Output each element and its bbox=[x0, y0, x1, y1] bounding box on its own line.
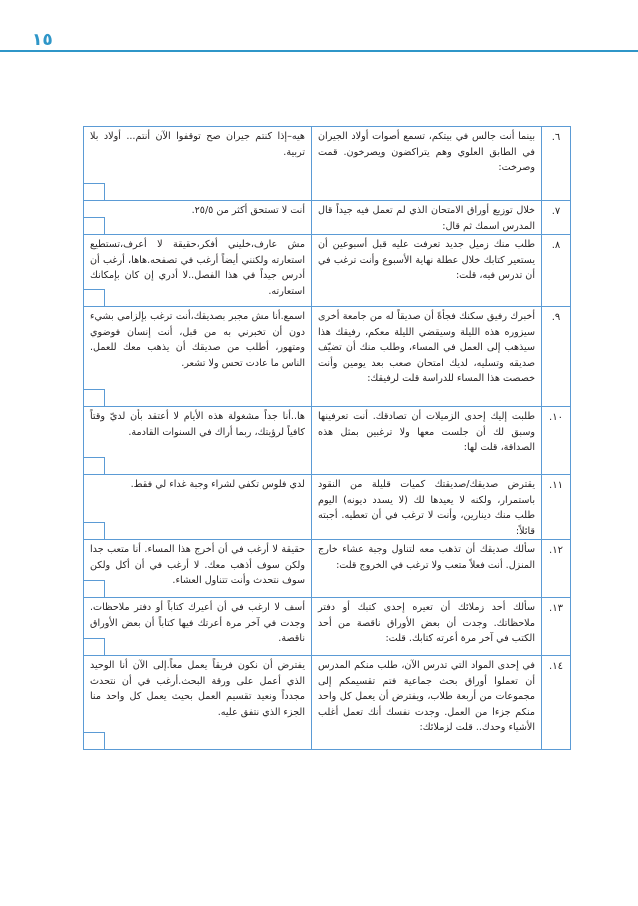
response-text: أسف لا ارغب في أن أعيرك كتاباً أو دفتر ملاحظات. وجدت في آخر مرة أعرتك فيها كتاباً أن بعض الأوراق ناقصة. bbox=[90, 602, 305, 644]
situation-cell bbox=[312, 235, 542, 307]
exercise-row bbox=[84, 235, 571, 307]
response-cell bbox=[84, 201, 312, 235]
answer-box[interactable] bbox=[83, 183, 105, 201]
answer-box[interactable] bbox=[83, 289, 105, 307]
exercise-row bbox=[84, 407, 571, 475]
header-rule bbox=[0, 50, 638, 52]
item-number: ٧. bbox=[551, 206, 561, 217]
situation-cell bbox=[312, 201, 542, 235]
item-number-cell bbox=[542, 307, 571, 407]
situation-text: سألك أحد زملائك أن تعيره إحدى كتبك أو دفتر ملاحظاتك. وجدت أن بعض الأوراق ناقصة من أحد الكتب في آخر مرة أعرته كتابك. قلت: bbox=[318, 602, 535, 644]
item-number-cell bbox=[542, 235, 571, 307]
answer-box[interactable] bbox=[83, 580, 105, 598]
item-number-cell bbox=[542, 127, 571, 201]
item-number: ١١. bbox=[549, 480, 563, 491]
situation-cell bbox=[312, 407, 542, 475]
item-number: ١٣. bbox=[549, 603, 563, 614]
situation-cell bbox=[312, 598, 542, 656]
answer-box[interactable] bbox=[83, 522, 105, 540]
exercise-row bbox=[84, 475, 571, 540]
situation-cell bbox=[312, 307, 542, 407]
situation-text: في إحدى المواد التي تدرس الآن، طلب منكم المدرس أن تعملوا أوراق بحث جماعية فتم تقسيمكم إلى مجموعات من أربعة طلاب، ويفترض أن يعمل كل واحد منكم جزءا من العمل. وجدت نفسك أنك تعمل أغلب الأشياء وحدك.. قلت لزملائك: bbox=[318, 660, 535, 733]
exercise-row bbox=[84, 201, 571, 235]
item-number: ٨. bbox=[551, 240, 561, 251]
response-cell bbox=[84, 127, 312, 201]
situation-text: أخبرك رفيق سكنك فجأةً أن صديقاً له من جامعة أخرى سيزوره هذه الليلة وسيقضي الليلة معكم، رفيقك هذا سيذهب إلى العمل في المساء، وطلب منك أن تضيّف صديقه وتسليه، لديك امتحان صعب بعد يومين وأنت خصصت هذا المساء للدراسة قلت لرفيقك: bbox=[318, 311, 535, 384]
situation-cell bbox=[312, 656, 542, 750]
response-text: يفترض أن نكون فريقاً يعمل معاً.إلى الآن أنا الوحيد الذي أعمل على ورقة البحث.أرغب في أن نتحدث مجدداً ونعيد تقسيم العمل بحيث يعمل كل واحد منا الجزء الذي نتفق عليه. bbox=[90, 660, 305, 718]
exercise-row bbox=[84, 540, 571, 598]
exercise-row bbox=[84, 307, 571, 407]
response-cell bbox=[84, 656, 312, 750]
item-number: ٩. bbox=[551, 312, 561, 323]
answer-box[interactable] bbox=[83, 389, 105, 407]
situation-text: سألك صديقك أن تذهب معه لتناول وجبة عشاء خارج المنزل. أنت فعلاً متعب ولا ترغب في الخروج قلت: bbox=[318, 544, 535, 571]
response-text: اسمع.أنا مش مجبر بصديقك،أنت ترغب بإلزامي بشيء دون أن تخبرني به من قبل، أنت إنسان فوضوي ومتهور، أطلب من صديقك أن يذهب معك للعمل. الناس ما عادت تحس ولا تشعر. bbox=[90, 311, 305, 369]
response-cell bbox=[84, 407, 312, 475]
exercise-table bbox=[83, 126, 571, 750]
item-number: ١٠. bbox=[549, 412, 563, 423]
item-number-cell bbox=[542, 475, 571, 540]
situation-text: خلال توزيع أوراق الامتحان الذي لم تعمل فيه جيداً قال المدرس اسمك ثم قال: bbox=[318, 205, 535, 232]
response-text: لدي فلوس تكفي لشراء وجبة غداء لي فقط. bbox=[130, 479, 305, 490]
response-cell bbox=[84, 235, 312, 307]
response-text: مش عارف،خليني أفكر،حقيقة لا أعرف،تستطيع استعارته ولكنني أيضاً أرغب في تصفحه.هاها، أرغب أن أدرس جيداً في هذا الفصل..لا أدري إن كان بإمكانك استعارته. bbox=[90, 239, 305, 297]
item-number-cell bbox=[542, 598, 571, 656]
exercise-row bbox=[84, 127, 571, 201]
situation-cell bbox=[312, 540, 542, 598]
answer-box[interactable] bbox=[83, 217, 105, 235]
situation-text: بينما أنت جالس في بيتكم، تسمع أصوات أولاد الجيران في الطابق العلوي وهم يتراكضون ويصرخون. قمت وصرخت: bbox=[318, 131, 535, 173]
answer-box[interactable] bbox=[83, 457, 105, 475]
item-number-cell bbox=[542, 656, 571, 750]
answer-box[interactable] bbox=[83, 638, 105, 656]
situation-text: يقترض صديقك/صديقتك كميات قليلة من النقود باستمرار، ولكنه لا يعيدها لك (لا يسدد ديونه) اليوم طلب منك دينارين، وأنت لا ترغب في أن تعطيه. أجبته قائلاً: bbox=[318, 479, 535, 537]
item-number: ٦. bbox=[551, 132, 561, 143]
response-cell bbox=[84, 475, 312, 540]
item-number: ١٢. bbox=[549, 545, 563, 556]
item-number-cell bbox=[542, 540, 571, 598]
situation-text: طلبت إليك إحدى الزميلات أن تصادقك. أنت تعرفينها وسبق لك أن جلست معها ولا ترغبين بمثل هذه الصداقة، قلت لها: bbox=[318, 411, 535, 453]
response-text: ها..أنا جداً مشغولة هذه الأيام لا أعتقد بأن لديّ وقتاً كافياً لرؤيتك، ربما أراك في السنوات القادمة. bbox=[90, 411, 305, 438]
page-number: ١٥ bbox=[32, 30, 53, 50]
exercise-row bbox=[84, 598, 571, 656]
item-number-cell bbox=[542, 201, 571, 235]
response-cell bbox=[84, 598, 312, 656]
answer-box[interactable] bbox=[83, 732, 105, 750]
situation-text: طلب منك زميل جديد تعرفت عليه قبل أسبوعين أن يستعير كتابك خلال عطلة نهاية الأسبوع وأنت ترغب في أن تدرس فيه، قلت: bbox=[318, 239, 535, 281]
situation-cell bbox=[312, 127, 542, 201]
item-number-cell bbox=[542, 407, 571, 475]
response-text: حقيقة لا أرغب في أن أخرج هذا المساء. أنا متعب جدا ولكن سوف أذهب معك. لا أرغب في أن أكل ولكن سوف نتحدث وأنت تتناول العشاء. bbox=[90, 544, 305, 586]
exercise-row bbox=[84, 656, 571, 750]
item-number: ١٤. bbox=[549, 661, 563, 672]
response-text: أنت لا تستحق أكثر من ٢٥/٥. bbox=[191, 205, 305, 216]
response-cell bbox=[84, 307, 312, 407]
response-text: هيه–إذا كنتم جيران صح توقفوا الآن أنتم... أولاد بلا تربية. bbox=[90, 131, 305, 158]
response-cell bbox=[84, 540, 312, 598]
situation-cell bbox=[312, 475, 542, 540]
